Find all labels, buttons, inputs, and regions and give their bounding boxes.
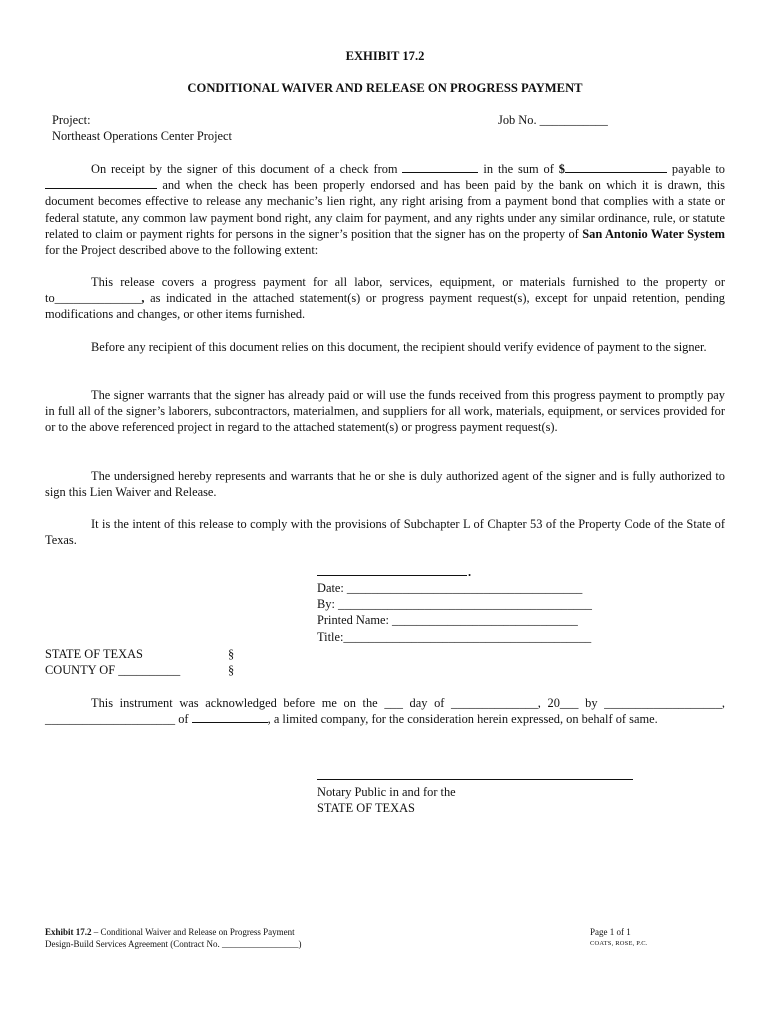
footer-left bbox=[45, 926, 301, 950]
project-block bbox=[52, 112, 232, 144]
notary-line-2: STATE OF TEXAS bbox=[317, 801, 415, 816]
venue-state: STATE OF TEXAS bbox=[45, 647, 143, 661]
p1-text-b: in the sum of bbox=[483, 162, 554, 176]
footer-exhibit-rest: – Conditional Waiver and Release on Progress Payment bbox=[91, 927, 295, 937]
section-symbol-2: § bbox=[228, 663, 235, 678]
title-line: Title:________________________________________ bbox=[317, 629, 592, 644]
paragraph-warranty: The signer warrants that the signer has already paid or will use the funds received from this progress payment to promptly pay in full all of the signer’s laborers, subcontractors, materialmen, and suppliers for all work, materials, equipment, or services provided for or to the above referenced project in regard to the attached statement(s) or progress payment request(s). bbox=[45, 388, 725, 435]
p1-text-e: and when the check has been properly endorsed and has been paid by the bank on which it is drawn, this document becomes effective to release any mechanic’s lien right, any right arising from a payment bond that complies with a state or federal statute, any common law payment bond right, any claim for payment, and any rights under any similar ordinance, rule, or statute related to claim or payment rights for persons in the signer’s position that the signer has on the property of bbox=[45, 178, 725, 241]
p2-text-b: as indicated in the attached statement(s) or progress payment request(s), except for unpaid retention, pending modifications and changes, or other items furnished. bbox=[45, 291, 726, 322]
paragraph-check-release bbox=[45, 161, 725, 258]
blank-company bbox=[192, 711, 268, 723]
paragraph-acknowledgment bbox=[45, 695, 725, 727]
p1-text-d: payable to bbox=[671, 162, 725, 176]
paragraph-coverage bbox=[45, 274, 725, 323]
blank-payee bbox=[45, 177, 157, 189]
page-number: Page 1 of 1 bbox=[590, 927, 631, 937]
blank-amount bbox=[565, 161, 667, 173]
venue-sections bbox=[228, 646, 234, 678]
p1-text-f: for the Project described above to the following extent: bbox=[45, 243, 319, 258]
footer-right bbox=[590, 926, 648, 950]
footer-contract-line: Design-Build Services Agreement (Contract No. _________________) bbox=[45, 939, 302, 949]
firm-name: COATS, ROSE, P.C. bbox=[590, 940, 648, 947]
signature-block bbox=[317, 564, 637, 645]
paragraph-verify: Before any recipient of this document relies on this document, the recipient should verify evidence of payment to the signer. bbox=[91, 340, 707, 354]
job-number: Job No. ___________ bbox=[498, 113, 608, 127]
p2-text-a: This release covers a progress payment for all labor, services, equipment, or materials furnished to the property or to bbox=[45, 275, 725, 306]
ack-text-b: , a limited company, for the consideration herein expressed, on behalf of same. bbox=[267, 712, 658, 727]
exhibit-number: EXHIBIT 17.2 bbox=[345, 49, 425, 63]
notary-line-1: Notary Public in and for the bbox=[317, 785, 456, 799]
document-title: CONDITIONAL WAIVER AND RELEASE ON PROGRESS PAYMENT bbox=[187, 81, 583, 95]
paragraph-authority: The undersigned hereby represents and warrants that he or she is duly authorized agent of the signer and is fully authorized to sign this Lien Waiver and Release. bbox=[45, 469, 725, 500]
footer-exhibit-bold: Exhibit 17.2 bbox=[45, 927, 92, 937]
blank-property-owner: ______________ bbox=[54, 291, 142, 306]
venue-county: COUNTY OF __________ bbox=[45, 663, 181, 678]
project-label: Project: bbox=[52, 113, 91, 127]
owner-name: San Antonio Water System bbox=[582, 226, 725, 241]
date-line: Date: ______________________________________ bbox=[317, 581, 583, 595]
printed-name-line: Printed Name: ______________________________ bbox=[317, 613, 578, 628]
by-line: By: _________________________________________ bbox=[317, 597, 593, 612]
blank-payer bbox=[402, 161, 478, 173]
signer-line-period: . bbox=[468, 565, 472, 579]
project-name: Northeast Operations Center Project bbox=[52, 129, 232, 144]
notary-block bbox=[317, 779, 637, 816]
ack-text-a: This instrument was acknowledged before me on the ___ day of ______________, 20___ by ___________________, _____________________ of bbox=[45, 696, 725, 727]
p1-text-a: On receipt by the signer of this document of a check from bbox=[91, 162, 398, 176]
section-symbol-1: § bbox=[228, 647, 235, 661]
p2-comma: , bbox=[141, 291, 145, 306]
paragraph-intent: It is the intent of this release to comply with the provisions of Subchapter L of Chapter 53 of the Property Code of the State of Texas. bbox=[45, 517, 725, 548]
venue-block bbox=[45, 646, 180, 678]
signer-name-line bbox=[317, 564, 467, 576]
footer-exhibit-line bbox=[45, 926, 301, 938]
p1-dollar: $ bbox=[558, 162, 565, 176]
notary-signature-line bbox=[317, 779, 633, 780]
